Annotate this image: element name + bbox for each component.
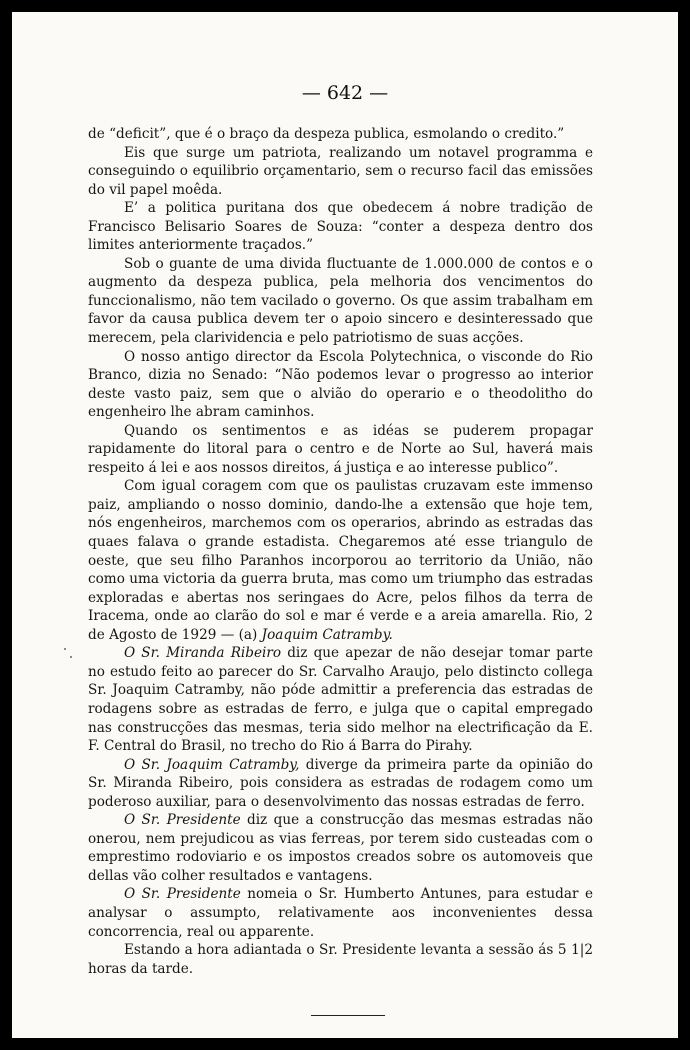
paragraph: O Sr. Joaquim Catramby, diverge da primeira parte da opinião do Sr. Miranda Ribeiro, pois considera as estradas de rodagem como um poderoso auxiliar, para o desenvolvimento das nossas estradas de ferro. bbox=[88, 756, 593, 810]
page-number: — 642 — bbox=[301, 82, 389, 104]
signature-name: Joaquim Catramby. bbox=[261, 626, 393, 643]
paragraph: E’ a politica puritana dos que obedecem á nobre tradição de Francisco Belisario Soares de Souza: “conter a despeza dentro dos limites anteriormente traçados.” bbox=[88, 200, 593, 254]
paragraph: O nosso antigo director da Escola Polytechnica, o visconde do Rio Branco, dizia no Senado: “Não podemos levar o progresso ao interior deste vasto paiz, sem que o alvião do operario e o theodolitho do engenheiro lhe abram caminhos. bbox=[88, 348, 593, 421]
speaker-name: O Sr. Presidente bbox=[124, 886, 241, 903]
paragraph: Estando a hora adiantada o Sr. Presidente levanta a sessão ás 5 1|2 horas da tarde. bbox=[88, 942, 593, 977]
body-text bbox=[88, 125, 593, 978]
paragraph: de “deficit”, que é o braço da despeza publica, esmolando o credito.” bbox=[88, 126, 565, 142]
paragraph: Sob o guante de uma divida fluctuante de 1.000.000 de contos e o augmento da despeza publica, pela melhoria dos vencimentos do funccionalismo, não tem vacilado o governo. Os que assim trabalham em favor da causa publica devem ter o apoio sincero e desinteressado que merecem, pela clarividencia e pelo patriotismo de suas acções. bbox=[88, 255, 593, 347]
paragraph: O Sr. Presidente diz que a construcção das mesmas estradas não onerou, nem prejudicou as vias ferreas, por terem sido custeadas com o emprestimo rodoviario e os impostos creados sobre os automoveis que dellas vão colher resultados e vantagens. bbox=[88, 812, 593, 884]
document-page bbox=[12, 12, 678, 1038]
scan-speck bbox=[64, 648, 66, 650]
speaker-name: O Sr. Joaquim Catramby, bbox=[124, 756, 300, 773]
paragraph: O Sr. Presidente nomeia o Sr. Humberto Antunes, para estudar e analysar o assumpto, relativamente aos inconvenientes dessa concorrencia, real ou apparente. bbox=[88, 886, 593, 940]
paragraph: Com igual coragem com que os paulistas cruzavam este immenso paiz, ampliando o nosso dominio, dando-lhe a extensão que hoje tem, nós engenheiros, marchemos com os operarios, abrindo as estradas das quaes falava o grande estadista. Chegaremos até esse triangulo de oeste, que seu filho Paranhos incorporou ao territorio da União, não como uma victoria da guerra bruta, mas como um triumpho das estradas exploradas e abertas nos seringaes do Acre, pelos filhos da terra de Iracema, onde ao clarão do sol e mar é verde e a areia amarella. Rio, 2 de Agosto de 1929 — (a) Joaquim Catramby. bbox=[88, 478, 593, 643]
paragraph: Quando os sentimentos e as idéas se puderem propagar rapidamente do litoral para o centro e de Norte ao Sul, haverá mais respeito á lei e aos nossos direitos, á justiça e ao interesse publico”. bbox=[88, 422, 593, 476]
paragraph: O Sr. Miranda Ribeiro diz que apezar de não desejar tomar parte no estudo feito ao parecer do Sr. Carvalho Araujo, pelo distincto collega Sr. Joaquim Catramby, não póde admittir a preferencia das estradas de rodagens sobre as estradas de ferro, e julga que o capital empregado nas construcções das mesmas, teria sido melhor na electrificação da E. F. Central do Brasil, no trecho do Rio á Barra do Pirahy. bbox=[88, 645, 593, 755]
speaker-name: O Sr. Presidente bbox=[124, 812, 241, 829]
paragraph: Eis que surge um patriota, realizando um notavel programma e conseguindo o equilibrio orçamentario, sem o recurso facil das emissões do vil papel moêda. bbox=[88, 144, 593, 198]
scan-speck bbox=[70, 656, 72, 658]
speaker-name: O Sr. Miranda Ribeiro bbox=[124, 645, 282, 662]
end-rule bbox=[311, 1015, 385, 1016]
